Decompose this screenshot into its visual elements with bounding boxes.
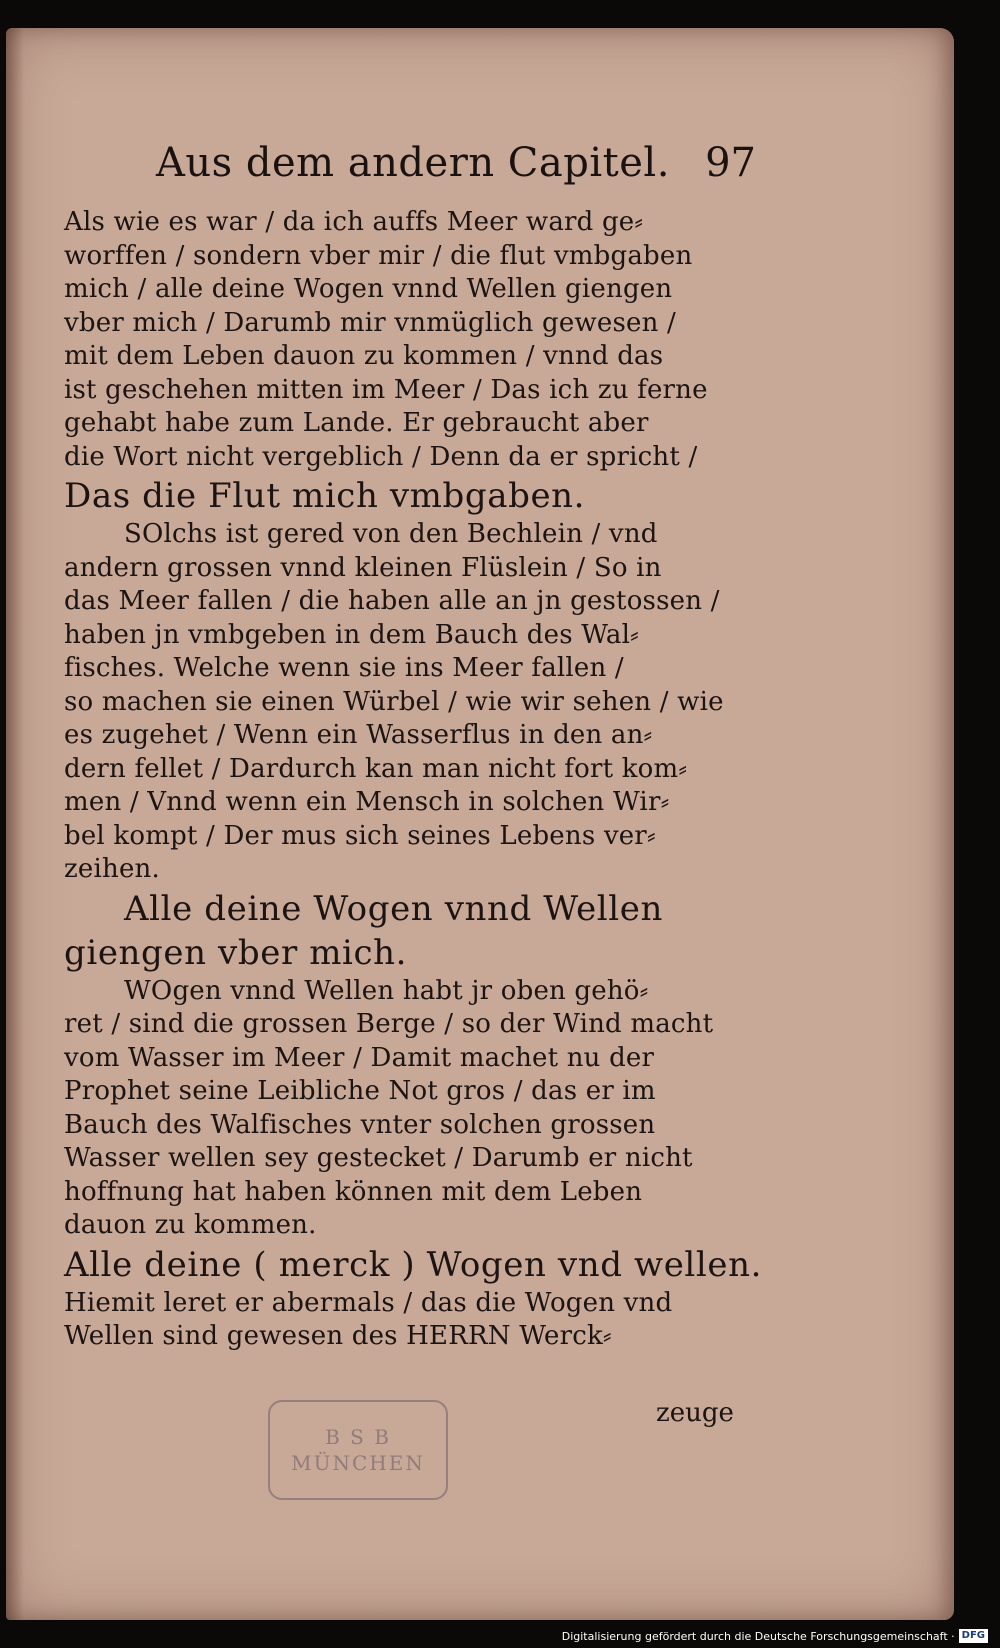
text-line: ist geschehen mitten im Meer / Das ich zu ferne (64, 374, 708, 405)
text-line: bel kompt / Der mus sich seines Lebens ver⸗ (64, 820, 656, 851)
text-line: Wellen sind gewesen des HERRN Werck⸗ (64, 1321, 612, 1351)
digitization-footer (562, 1628, 988, 1644)
text-line: Bauch des Walfisches vnter solchen grossen (64, 1109, 656, 1140)
text-line: WOgen vnnd Wellen habt jr oben gehö⸗ (124, 975, 649, 1006)
text-line: gehabt habe zum Lande. Er gebraucht aber (64, 408, 649, 438)
library-stamp (268, 1400, 448, 1500)
text-line: hoffnung hat haben können mit dem Leben (64, 1176, 643, 1207)
dfg-logo: DFG (959, 1629, 988, 1643)
text-line: das Meer fallen / die haben alle an jn gestossen / (64, 586, 720, 616)
text-line: Wasser wellen sey gestecket / Darumb er nicht (64, 1143, 693, 1173)
text-line: ret / sind die grossen Berge / so der Wind macht (64, 1009, 714, 1039)
text-line: so machen sie einen Würbel / wie wir sehen / wie (64, 686, 724, 717)
text-line: mit dem Leben dauon zu kommen / vnnd das (64, 341, 664, 371)
funding-credit: Digitalisierung gefördert durch die Deutsche Forschungsgemeinschaft · (561, 1629, 955, 1643)
stamp-line-1: B S B (325, 1425, 391, 1449)
lemma-line: Alle deine ( merck ) Wogen vnd wellen. (64, 1244, 763, 1285)
text-line: mich / alle deine Wogen vnnd Wellen giengen (64, 274, 673, 304)
text-line: andern grossen vnnd kleinen Flüslein / So in (64, 552, 662, 583)
text-line: fisches. Welche wenn sie ins Meer fallen / (64, 653, 624, 683)
running-head: Aus dem andern Capitel. (156, 140, 670, 186)
catchword: zeuge (656, 1398, 734, 1428)
lemma-line: giengen vber mich. (64, 932, 408, 973)
text-line: men / Vnnd wenn ein Mensch in solchen Wir⸗ (64, 787, 670, 817)
page-number: 97 (705, 140, 756, 186)
text-line: worffen / sondern vber mir / die flut vmbgaben (64, 240, 693, 271)
text-line: dauon zu kommen. (64, 1210, 317, 1240)
text-line: zeihen. (64, 854, 160, 884)
text-line: Prophet seine Leibliche Not gros / das er im (64, 1076, 656, 1106)
text-line: Als wie es war / da ich auffs Meer ward ge⸗ (64, 207, 644, 237)
page-body-text (64, 206, 763, 1354)
text-line: die Wort nicht vergeblich / Denn da er spricht / (64, 441, 698, 472)
lemma-line: Das die Flut mich vmbgaben. (64, 476, 586, 516)
page-header (156, 140, 756, 204)
text-line: vom Wasser im Meer / Damit machet nu der (64, 1042, 655, 1073)
text-line: SOlchs ist gered von den Bechlein / vnd (124, 519, 658, 549)
text-line: es zugehet / Wenn ein Wasserflus in den an⸗ (64, 720, 653, 750)
lemma-line: Alle deine Wogen vnnd Wellen (124, 888, 663, 929)
text-line: vber mich / Darumb mir vnmüglich gewesen / (64, 307, 676, 338)
book-page (6, 28, 954, 1620)
text-line: haben jn vmbgeben in dem Bauch des Wal⸗ (64, 619, 639, 650)
text-line: Hiemit leret er abermals / das die Wogen vnd (64, 1287, 673, 1318)
text-line: dern fellet / Dardurch kan man nicht fort kom⸗ (64, 753, 688, 784)
stamp-line-2: MÜNCHEN (291, 1451, 425, 1475)
